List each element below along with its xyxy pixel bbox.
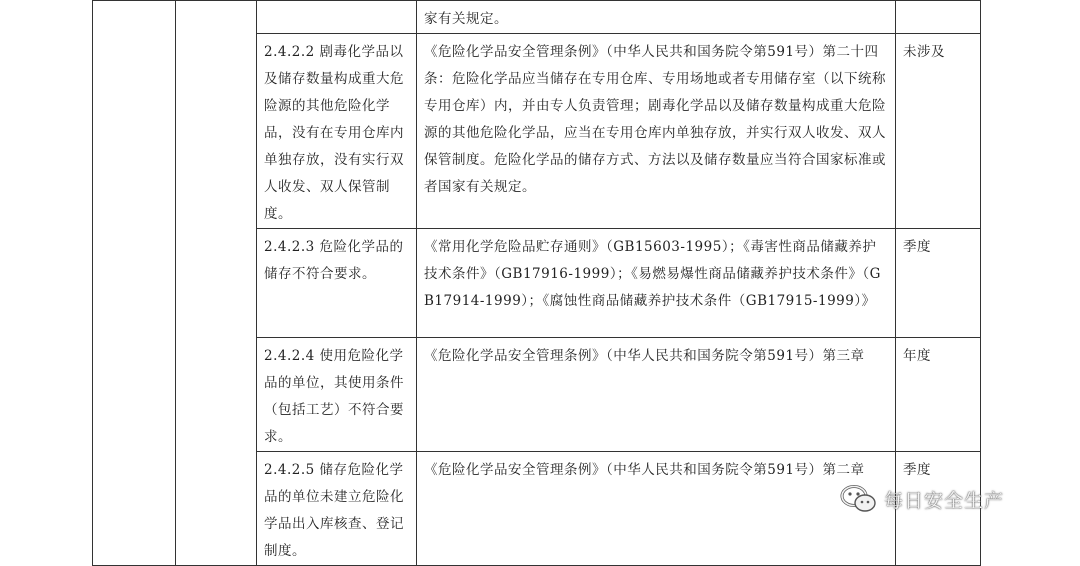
item-text: 2.4.2.5 储存危险化学品的单位未建立危险化学品出入库核查、登记制度。 — [264, 462, 404, 559]
item-cell — [257, 34, 417, 229]
basis-cell — [417, 452, 896, 566]
wechat-icon — [840, 484, 878, 514]
frequency-cell — [896, 338, 981, 452]
category-cell — [93, 1, 176, 566]
frequency-text: 年度 — [903, 348, 931, 364]
item-cell — [257, 452, 417, 566]
basis-text: 家有关规定。 — [424, 11, 508, 27]
watermark — [840, 484, 1004, 514]
frequency-cell — [896, 1, 981, 34]
frequency-text: 季度 — [903, 462, 931, 478]
basis-cell — [417, 34, 896, 229]
item-cell — [257, 229, 417, 338]
basis-text: 《危险化学品安全管理条例》（中华人民共和国务院令第591号）第二十四条：危险化学品应当储存在专用仓库、专用场地或者专用储存室（以下统称专用仓库）内，并由专人负责管理；剧毒化学品以及储存数量构成重大危险源的其他危险化学品，应当在专用仓库内单独存放，并实行双人收发、双人保管制度。危险化学品的储存方式、方法以及储存数量应当符合国家标准或者国家有关规定。 — [424, 44, 886, 195]
frequency-cell — [896, 229, 981, 338]
frequency-cell — [896, 34, 981, 229]
item-text: 2.4.2.4 使用危险化学品的单位，其使用条件（包括工艺）不符合要求。 — [264, 348, 404, 445]
basis-cell — [417, 229, 896, 338]
table-row — [93, 1, 981, 34]
basis-cell — [417, 1, 896, 34]
frequency-text: 季度 — [903, 239, 931, 255]
watermark-text: 每日安全生产 — [884, 489, 1005, 512]
item-text: 2.4.2.3 危险化学品的储存不符合要求。 — [264, 239, 404, 282]
regulation-table — [92, 0, 981, 566]
basis-text: 《常用化学危险品贮存通则》（GB15603-1995）；《毒害性商品储藏养护技术条件》（GB17916-1999）；《易燃易爆性商品储藏养护技术条件》（GB17914-1999）；《腐蚀性商品储藏养护技术条件（GB17915-1999）》 — [424, 239, 881, 309]
basis-text: 《危险化学品安全管理条例》（中华人民共和国务院令第591号）第二章 — [424, 462, 865, 478]
subcategory-cell — [176, 1, 257, 566]
frequency-text: 未涉及 — [903, 44, 945, 60]
item-cell — [257, 338, 417, 452]
item-text: 2.4.2.2 剧毒化学品以及储存数量构成重大危险源的其他危险化学品，没有在专用仓库内单独存放，没有实行双人收发、双人保管制度。 — [264, 44, 404, 222]
basis-cell — [417, 338, 896, 452]
item-cell — [257, 1, 417, 34]
basis-text: 《危险化学品安全管理条例》（中华人民共和国务院令第591号）第三章 — [424, 348, 865, 364]
